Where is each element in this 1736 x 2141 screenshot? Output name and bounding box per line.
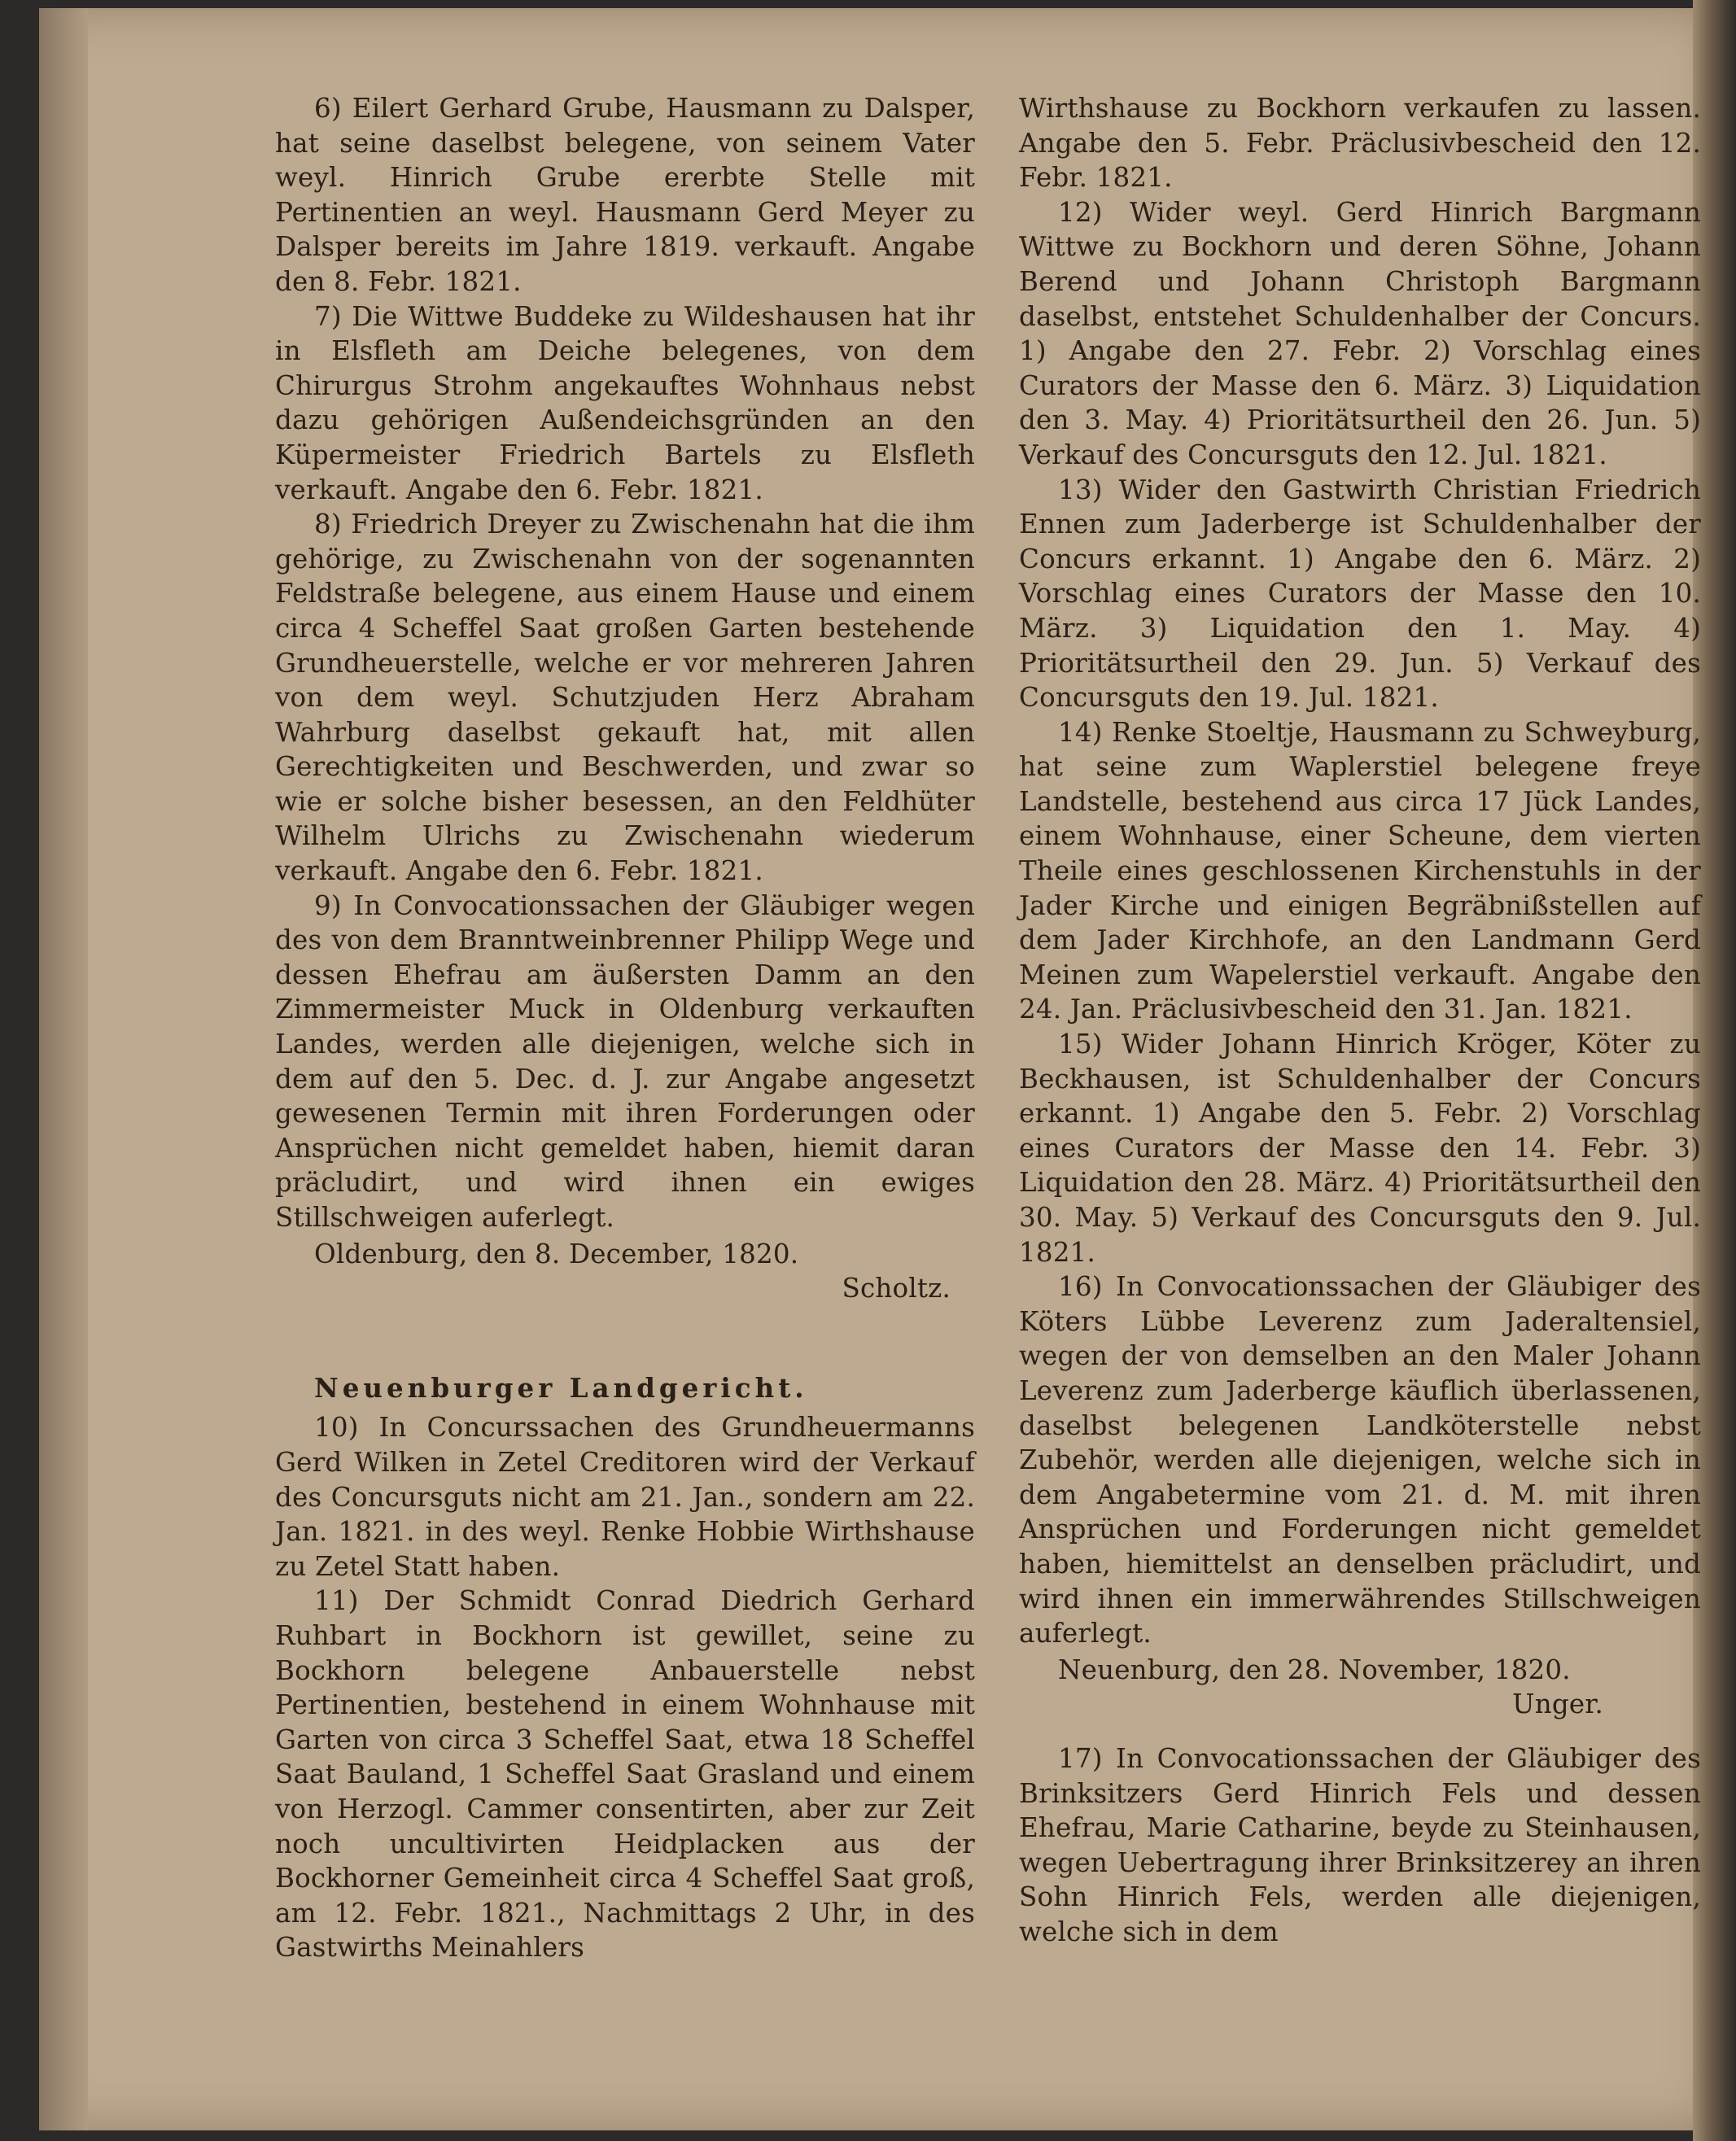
signature-unger: Unger. <box>1512 1689 1603 1720</box>
entry-9: 9) In Convocationssachen der Gläubiger wegen des von dem Branntweinbrenner Philipp Wege und dessen Ehefrau am äußersten Damm an den Zimmermeister Muck in Oldenburg verkauften Landes, werden alle diejenigen, welche sich in dem auf den 5. Dec. d. J. zur Angabe angesetzt gewesenen Termin mit ihren Forderungen oder Ansprüchen nicht gemeldet haben, hiemit daran präcludirt, und wird ihnen ein ewiges Stillschweigen auferlegt. <box>275 889 975 1233</box>
entry-11: 11) Der Schmidt Conrad Diedrich Gerhard Ruhbart in Bockhorn ist gewillet, seine zu Bockhorn belegene Anbauerstelle nebst Pertinentien, bestehend in einem Wohnhause mit Garten von circa 3 Scheffel Saat, etwa 18 Scheffel Saat Bauland, 1 Scheffel Saat Grasland und einem von Herzogl. Cammer consentirten, aber zur Zeit noch uncultivirten Heidplacken aus der Bockhorner Gemeinheit circa 4 Scheffel Saat groß, am 12. Febr. 1821., Nachmittags 2 Uhr, in des Gastwirths Meinahlers <box>275 1585 976 1964</box>
right-column <box>1019 91 1701 1949</box>
section-heading: Neuenburger Landgericht. <box>314 1371 808 1404</box>
entry-10: 10) In Concurssachen des Grundheuermanns Gerd Wilken in Zetel Creditoren wird der Verkauf des Concursguts nicht am 21. Jan., sondern am 22. Jan. 1821. in des weyl. Renke Hobbie Wirthshause zu Zetel Statt haben. <box>275 1412 975 1582</box>
page-gutter <box>39 8 88 2130</box>
entry-6: 6) Eilert Gerhard Grube, Hausmann zu Dalsper, hat seine daselbst belegene, von seinem Vater weyl. Hinrich Grube ererbte Stelle mit Pertinentien an weyl. Hausmann Gerd Meyer zu Dalsper bereits im Jahre 1819. verkauft. Angabe den 8. Febr. 1821. <box>275 93 976 297</box>
entry-14: 14) Renke Stoeltje, Hausmann zu Schweyburg, hat seine zum Waplerstiel belegene freye Landstelle, bestehend aus circa 17 Jück Landes, einem Wohnhause, einer Scheune, dem vierten Theile eines geschlossenen Kirchenstuhls in der Jader Kirche und einigen Begräbnißstellen auf dem Jader Kirchhofe, an den Landmann Gerd Meinen zum Wapelerstiel verkauft. Angabe den 24. Jan. Präclusivbescheid den 31. Jan. 1821. <box>1019 716 1702 1025</box>
spacer <box>1019 1722 1701 1741</box>
entry-8: 8) Friedrich Dreyer zu Zwischenahn hat die ihm gehörige, zu Zwischenahn von der sogenannten Feldstraße belegene, aus einem Hause und einem circa 4 Scheffel Saat großen Garten bestehende Grundheuerstelle, welche er vor mehreren Jahren von dem weyl. Schutzjuden Herz Abraham Wahrburg daselbst gekauft hat, mit allen Gerechtigkeiten und Beschwerden, und zwar so wie er solche bisher besessen, an den Feldhüter Wilhelm Ulrichs zu Zwischenahn wiederum verkauft. Angabe den 6. Febr. 1821. <box>275 509 976 887</box>
entry-11-continuation: Wirthshause zu Bockhorn verkaufen zu lassen. Angabe den 5. Febr. Präclusivbescheid den 12. Febr. 1821. <box>1019 93 1701 194</box>
entry-7: 7) Die Wittwe Buddeke zu Wildeshausen hat ihr in Elsfleth am Deiche belegenes, von dem Chirurgus Strohm angekauftes Wohnhaus nebst dazu gehörigen Außendeichsgründen an den Küpermeister Friedrich Bartels zu Elsfleth verkauft. Angabe den 6. Febr. 1821. <box>275 300 976 505</box>
entry-16: 16) In Convocationssachen der Gläubiger des Köters Lübbe Leverenz zum Jaderaltensiel, wegen der von demselben an den Maler Johann Leverenz zum Jaderberge käuflich überlassenen, daselbst belegenen Landköterstelle nebst Zubehör, werden alle diejenigen, welche sich in dem Angabetermine vom 21. d. M. mit ihren Ansprüchen und Forderungen nicht gemeldet haben, hiemittelst an denselben präcludirt, und wird ihnen ein immerwährendes Stillschweigen auferlegt. <box>1019 1271 1701 1649</box>
signature-scholtz: Scholtz. <box>842 1273 951 1304</box>
left-column <box>275 91 975 1965</box>
signoff-neuenburg: Neuenburg, den 28. November, 1820. <box>1058 1654 1571 1685</box>
entry-15: 15) Wider Johann Hinrich Kröger, Köter zu Beckhausen, ist Schuldenhalber der Concurs erkannt. 1) Angabe den 5. Febr. 2) Vorschlag eines Curators der Masse den 14. Febr. 3) Liquidation den 28. März. 4) Prioritätsurtheil den 30. May. 5) Verkauf des Concursguts den 9. Jul. 1821. <box>1019 1029 1702 1268</box>
signoff-oldenburg: Oldenburg, den 8. December, 1820. <box>314 1238 799 1269</box>
entry-17: 17) In Convocationssachen der Gläubiger des Brinksitzers Gerd Hinrich Fels und dessen Ehefrau, Marie Catharine, beyde zu Steinhausen, wegen Uebertragung ihrer Brinksitzerey an ihren Sohn Hinrich Fels, werden alle diejenigen, welche sich in dem <box>1019 1742 1701 1947</box>
entry-13: 13) Wider den Gastwirth Christian Friedrich Ennen zum Jaderberge ist Schuldenhalber der Concurs erkannt. 1) Angabe den 6. März. 2) Vorschlag eines Curators der Masse den 10. März. 3) Liquidation den 1. May. 4) Prioritätsurtheil den 29. Jun. 5) Verkauf des Concursguts den 19. Jul. 1821. <box>1019 474 1702 714</box>
entry-12: 12) Wider weyl. Gerd Hinrich Bargmann Wittwe zu Bockhorn und deren Söhne, Johann Berend und Johann Christoph Bargmann daselbst, entstehet Schuldenhalber der Concurs. 1) Angabe den 27. Febr. 2) Vorschlag eines Curators der Masse den 6. März. 3) Liquidation den 3. May. 4) Prioritätsurtheil den 26. Jun. 5) Verkauf des Concursguts den 12. Jul. 1821. <box>1019 196 1701 470</box>
